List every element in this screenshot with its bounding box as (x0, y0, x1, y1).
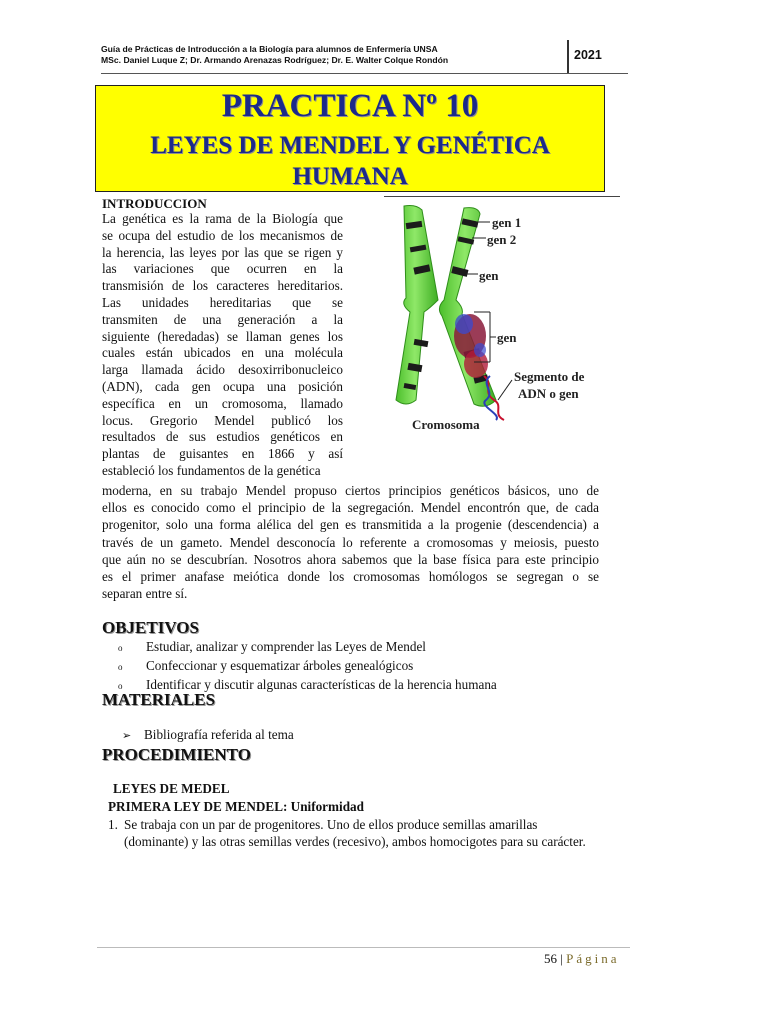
step-1-line-2: (dominante) y las otras semillas verdes (recesivo), ambos homocigotes para su carácter. (124, 834, 586, 849)
chromosome-figure (386, 200, 606, 440)
bullet-circle-icon: o (118, 662, 123, 672)
label-gen-4: gen (497, 330, 517, 345)
intro-text-line: estableció los fundamentos de la genética (102, 462, 321, 478)
page-number (544, 951, 620, 967)
label-gen-3: gen (479, 268, 499, 283)
intro-text-line: siguiente (heredadas) se llaman genes los (102, 328, 343, 344)
practice-subtitle (96, 130, 604, 192)
continuation-text-line: separan entre sí. (102, 586, 188, 602)
objetivos-list (118, 638, 497, 695)
practice-title: PRACTICA Nº 10 (221, 88, 479, 124)
intro-text-line: transmisión de los caracteres hereditarios. (102, 278, 343, 294)
header-rule (101, 73, 628, 74)
continuation-text-line: moderna, en su trabajo Mendel propuso ciertos principios genéticos básicos, uno de (102, 483, 599, 498)
intro-text (102, 211, 343, 480)
dna-coil (454, 314, 488, 378)
intro-text-line: locus. Gregorio Mendel publicó los (102, 412, 343, 428)
continuation-text-line: que aún no se descubrían. Nosotros ahora sabemos que la base física para este principio (102, 551, 599, 567)
title-underline (384, 196, 620, 197)
title-box (95, 85, 605, 192)
intro-text-line: se ocupa del estudio de los mecanismos de (102, 227, 343, 243)
footer-rule (97, 947, 630, 948)
objetivo-text-2: Confeccionar y esquematizar árboles genealógicos (146, 658, 414, 673)
running-header (101, 44, 561, 66)
objetivo-text-3: Identificar y discutir algunas características de la herencia humana (146, 677, 497, 692)
header-year: 2021 (574, 48, 602, 62)
label-gen-1: gen 1 (492, 215, 522, 230)
intro-text-line: plantas de guisantes en 1866 y así (102, 446, 343, 462)
page-number-label: Página (566, 951, 620, 966)
chromatid-left (396, 206, 438, 405)
label-cromosoma: Cromosoma (412, 417, 480, 432)
continuation-text-line: través de un gameto. Mendel desconocía lo referente a cromosomas y meiosis, puesto (102, 534, 599, 550)
materiales-list (122, 726, 294, 745)
subtitle-line-2: HUMANA (292, 163, 408, 190)
label-segmento-line-2: ADN o gen (518, 386, 579, 401)
objetivo-item-2 (118, 657, 497, 676)
bullet-circle-icon: o (118, 643, 123, 653)
material-item-1 (122, 726, 294, 745)
header-line-2: MSc. Daniel Luque Z; Dr. Armando Arenazas Rodríguez; Dr. E. Walter Colque Rondón (101, 55, 449, 65)
step-1-line-1: Se trabaja con un par de progenitores. Uno de ellos produce semillas amarillas (124, 817, 538, 832)
continuation-text-line: progenitor, solo una forma alélica del gen es transmitida a la progenie (descendencia) a (102, 517, 599, 533)
intro-text-line: específica en un cromosoma, llamado (102, 395, 343, 411)
procedimiento-heading: PROCEDIMIENTO (102, 745, 251, 764)
intro-text-line: larga llamada ácido desoxirribonucleico (102, 362, 343, 378)
page-number-separator: | (560, 951, 563, 966)
label-segmento-line-1: Segmento de (514, 369, 585, 384)
objetivo-item-1 (118, 638, 497, 657)
intro-text-line: transmiten de una generación a la (102, 311, 343, 327)
page-number-value: 56 (544, 951, 557, 966)
intro-text-line: la herencia, las leyes por las que se rigen y (102, 244, 343, 260)
intro-continuation (102, 482, 599, 602)
objetivos-heading: OBJETIVOS (102, 618, 199, 637)
primera-ley-subheading: PRIMERA LEY DE MENDEL: Uniformidad (108, 799, 364, 814)
label-gen-2: gen 2 (487, 232, 517, 247)
arrow-bullet-icon: ➢ (122, 730, 132, 742)
continuation-text-line: ellos es conocido como el principio de la segregación. Mendel encontrón que, de cada (102, 500, 599, 516)
intro-text-line: Las unidades hereditarias que se (102, 294, 343, 310)
intro-heading: INTRODUCCION (102, 196, 207, 211)
step-1 (108, 816, 586, 850)
materiales-heading: MATERIALES (102, 690, 216, 709)
step-number: 1. (108, 817, 118, 832)
intro-text-line: (ADN), cada gen ocupa una posición (102, 378, 343, 394)
intro-text-line: La genética es la rama de la Biología que (102, 211, 343, 226)
header-line-1: Guía de Prácticas de Introducción a la Biología para alumnos de Enfermería UNSA (101, 44, 438, 54)
leyes-subheading: LEYES DE MEDEL (113, 781, 230, 796)
continuation-text-line: es el primer anafase meiótica donde los cromosomas homólogos se segregan o se (102, 569, 599, 585)
objetivo-text-1: Estudiar, analizar y comprender las Leyes de Mendel (146, 639, 426, 654)
intro-text-line: las variaciones que ocurren en la (102, 261, 343, 277)
intro-text-line: cuales están ubicados en una molécula (102, 345, 343, 361)
bullet-circle-icon: o (118, 681, 123, 691)
intro-text-line: resultados de sus estudios genéticos en (102, 429, 343, 445)
subtitle-line-1: LEYES DE MENDEL Y GENÉTICA (150, 132, 550, 159)
header-divider (567, 40, 569, 74)
material-text-1: Bibliografía referida al tema (144, 727, 294, 742)
